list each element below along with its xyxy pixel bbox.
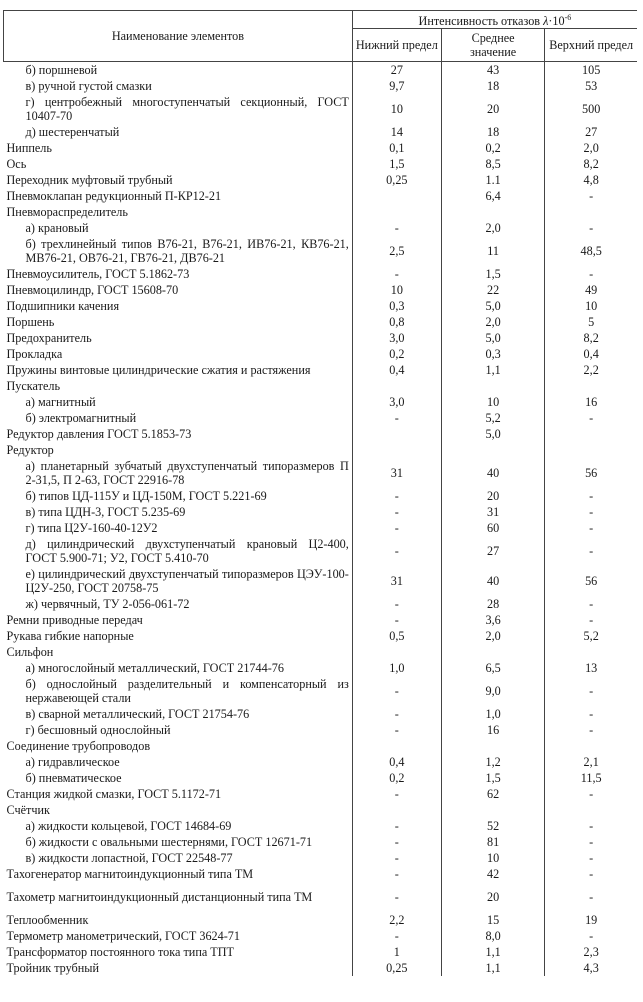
row-name-cell: б) типов ЦД-115У и ЦД-150М, ГОСТ 5.221-69	[25, 489, 267, 504]
row-upper-cell: -	[545, 928, 637, 944]
table-row	[4, 596, 638, 612]
row-average-cell: 1,1	[441, 944, 545, 960]
row-average-cell: 31	[441, 504, 545, 520]
row-upper-cell: -	[545, 818, 637, 834]
row-name-cell: Переходник муфтовый трубный	[6, 173, 173, 188]
row-lower-cell: -	[352, 722, 441, 738]
row-upper-cell: -	[545, 676, 637, 706]
row-average-cell: 5,0	[441, 330, 545, 346]
row-average-cell: 28	[441, 596, 545, 612]
table-row	[4, 928, 638, 944]
row-average-cell	[441, 802, 545, 818]
row-average-cell: 20	[441, 488, 545, 504]
row-name-cell: Тахогенератор магнитоиндукционный типа ТМ	[6, 867, 254, 882]
row-lower-cell: 0,2	[352, 346, 441, 362]
row-name-cell: Пружины винтовые цилиндрические сжатия и растяжения	[6, 363, 311, 378]
row-name-cell: б) трехлинейный типов В76-21, В76-21, ИВ76-21, КВ76-21, МВ76-21, ОВ76-21, ГВ76-21, ДВ76-21	[25, 237, 349, 266]
table-row	[4, 156, 638, 172]
row-upper-cell: 16	[545, 394, 637, 410]
row-upper-cell	[545, 426, 637, 442]
row-upper-cell: 105	[545, 62, 637, 79]
row-lower-cell: -	[352, 536, 441, 566]
row-lower-cell: -	[352, 866, 441, 882]
table-row	[4, 912, 638, 928]
row-average-cell: 9,0	[441, 676, 545, 706]
row-lower-cell: 31	[352, 566, 441, 596]
row-name-cell: а) магнитный	[25, 395, 96, 410]
row-lower-cell: -	[352, 834, 441, 850]
table-row	[4, 612, 638, 628]
row-average-cell: 2,0	[441, 628, 545, 644]
row-name-cell: д) шестеренчатый	[25, 125, 120, 140]
table-row	[4, 458, 638, 488]
row-upper-cell: -	[545, 410, 637, 426]
row-average-cell	[441, 644, 545, 660]
table-row	[4, 220, 638, 236]
table-row	[4, 504, 638, 520]
row-name-cell: Пневмоклапан редукционный П-КР12-21	[6, 189, 222, 204]
header-average-line2: значение	[469, 45, 517, 60]
row-upper-cell: -	[545, 266, 637, 282]
row-upper-cell: 13	[545, 660, 637, 676]
row-upper-cell: 8,2	[545, 330, 637, 346]
row-upper-cell: -	[545, 188, 637, 204]
row-lower-cell	[352, 378, 441, 394]
row-name-cell: а) планетарный зубчатый двухступенчатый типоразмеров П 2-31,5, П 2-63, ГОСТ 22916-78	[25, 459, 349, 488]
row-name-cell: е) цилиндрический двухступенчатый типоразмеров ЦЭУ-100-Ц2У-250, ГОСТ 20758-75	[25, 567, 349, 596]
row-average-cell	[441, 204, 545, 220]
row-name-cell: Ремни приводные передач	[6, 613, 143, 628]
table-row	[4, 124, 638, 140]
row-name-cell: Теплообменник	[6, 913, 89, 928]
row-average-cell: 5,0	[441, 426, 545, 442]
table-row	[4, 706, 638, 722]
row-average-cell: 2,0	[441, 220, 545, 236]
table-row	[4, 236, 638, 266]
row-name-cell: а) крановый	[25, 221, 89, 236]
table-row	[4, 78, 638, 94]
row-lower-cell: 0,3	[352, 298, 441, 314]
row-upper-cell: 49	[545, 282, 637, 298]
row-name-cell: Счётчик	[6, 803, 50, 818]
row-lower-cell: -	[352, 488, 441, 504]
row-name-cell: в) сварной металлический, ГОСТ 21754-76	[25, 707, 250, 722]
row-lower-cell: 0,25	[352, 172, 441, 188]
row-name-cell: Трансформатор постоянного тока типа ТПТ	[6, 945, 234, 960]
row-lower-cell: 0,25	[352, 960, 441, 976]
row-lower-cell	[352, 188, 441, 204]
table-row	[4, 346, 638, 362]
row-name-cell: Пневмоусилитель, ГОСТ 5.1862-73	[6, 267, 190, 282]
table-row	[4, 882, 638, 912]
row-average-cell: 11	[441, 236, 545, 266]
row-average-cell: 18	[441, 78, 545, 94]
table-row	[4, 188, 638, 204]
table-row	[4, 676, 638, 706]
row-upper-cell: 56	[545, 566, 637, 596]
table-row	[4, 520, 638, 536]
table-row	[4, 94, 638, 124]
row-average-cell: 1.1	[441, 172, 545, 188]
row-average-cell: 20	[441, 94, 545, 124]
table-row	[4, 818, 638, 834]
row-name-cell: в) жидкости лопастной, ГОСТ 22548-77	[25, 851, 233, 866]
row-lower-cell: 0,2	[352, 770, 441, 786]
row-average-cell: 81	[441, 834, 545, 850]
row-lower-cell: 1,0	[352, 660, 441, 676]
row-name-cell: г) центробежный многоступенчатый секционный, ГОСТ 10407-70	[25, 95, 349, 124]
table-row	[4, 172, 638, 188]
row-lower-cell: 0,4	[352, 754, 441, 770]
table-row	[4, 298, 638, 314]
row-name-cell: Пускатель	[6, 379, 61, 394]
row-name-cell: Редуктор	[6, 443, 54, 458]
row-name-cell: ж) червячный, ТУ 2-056-061-72	[25, 597, 190, 612]
row-upper-cell: -	[545, 882, 637, 912]
row-average-cell: 2,0	[441, 314, 545, 330]
row-upper-cell: 53	[545, 78, 637, 94]
row-upper-cell: -	[545, 722, 637, 738]
row-name-cell: в) ручной густой смазки	[25, 79, 152, 94]
row-average-cell: 10	[441, 850, 545, 866]
row-lower-cell: -	[352, 850, 441, 866]
row-upper-cell: -	[545, 866, 637, 882]
row-upper-cell: -	[545, 504, 637, 520]
row-average-cell: 1,1	[441, 960, 545, 976]
table-row	[4, 944, 638, 960]
table-row	[4, 282, 638, 298]
row-upper-cell: 500	[545, 94, 637, 124]
row-name-cell: Ниппель	[6, 141, 52, 156]
row-upper-cell: -	[545, 520, 637, 536]
row-name-cell: б) пневматическое	[25, 771, 122, 786]
row-name-cell: Пневмораспределитель	[6, 205, 128, 220]
lambda-symbol: λ	[543, 14, 549, 29]
header-intensity	[352, 11, 637, 29]
row-average-cell: 15	[441, 912, 545, 928]
row-lower-cell: -	[352, 612, 441, 628]
table-row	[4, 802, 638, 818]
row-upper-cell: 0,4	[545, 346, 637, 362]
table-row	[4, 660, 638, 676]
row-average-cell: 0,2	[441, 140, 545, 156]
row-name-cell: г) бесшовный однослойный	[25, 723, 171, 738]
row-average-cell: 52	[441, 818, 545, 834]
row-lower-cell: -	[352, 504, 441, 520]
row-lower-cell: 14	[352, 124, 441, 140]
row-average-cell: 1,5	[441, 266, 545, 282]
table-row	[4, 62, 638, 79]
row-name-cell: Сильфон	[6, 645, 54, 660]
table-row	[4, 850, 638, 866]
row-upper-cell	[545, 442, 637, 458]
row-lower-cell: -	[352, 520, 441, 536]
row-average-cell: 3,6	[441, 612, 545, 628]
row-name-cell: Поршень	[6, 315, 55, 330]
row-lower-cell: 31	[352, 458, 441, 488]
row-average-cell: 1,2	[441, 754, 545, 770]
row-name-cell: Предохранитель	[6, 331, 92, 346]
row-upper-cell: -	[545, 612, 637, 628]
row-upper-cell: 56	[545, 458, 637, 488]
row-lower-cell	[352, 204, 441, 220]
row-upper-cell: -	[545, 850, 637, 866]
row-average-cell: 16	[441, 722, 545, 738]
row-average-cell: 1,5	[441, 770, 545, 786]
row-lower-cell: -	[352, 818, 441, 834]
row-lower-cell	[352, 738, 441, 754]
row-lower-cell: 9,7	[352, 78, 441, 94]
row-average-cell: 6,5	[441, 660, 545, 676]
row-upper-cell: -	[545, 536, 637, 566]
row-upper-cell: -	[545, 706, 637, 722]
row-lower-cell: 3,0	[352, 394, 441, 410]
row-upper-cell: 2,0	[545, 140, 637, 156]
table-row	[4, 204, 638, 220]
row-name-cell: Рукава гибкие напорные	[6, 629, 134, 644]
row-lower-cell: 3,0	[352, 330, 441, 346]
row-lower-cell	[352, 426, 441, 442]
header-name-column: Наименование элементов	[4, 11, 353, 62]
row-average-cell: 40	[441, 458, 545, 488]
table-row	[4, 960, 638, 976]
table-row	[4, 536, 638, 566]
row-name-cell: Станция жидкой смазки, ГОСТ 5.1172-71	[6, 787, 222, 802]
row-upper-cell: 2,3	[545, 944, 637, 960]
table-row	[4, 834, 638, 850]
table-row	[4, 266, 638, 282]
table-row	[4, 754, 638, 770]
row-average-cell	[441, 378, 545, 394]
row-average-cell: 20	[441, 882, 545, 912]
row-lower-cell: 0,1	[352, 140, 441, 156]
table-row	[4, 566, 638, 596]
row-lower-cell: 10	[352, 282, 441, 298]
row-upper-cell: 4,3	[545, 960, 637, 976]
header-intensity-factor: ·10	[548, 14, 565, 29]
row-lower-cell: -	[352, 410, 441, 426]
row-average-cell: 5,2	[441, 410, 545, 426]
table-body	[4, 62, 638, 977]
row-lower-cell: -	[352, 928, 441, 944]
header-lower-limit: Нижний предел	[352, 29, 441, 62]
row-upper-cell	[545, 644, 637, 660]
table-header	[4, 11, 638, 62]
row-name-cell: г) типа Ц2У-160-40-12У2	[25, 521, 158, 536]
row-upper-cell: 5,2	[545, 628, 637, 644]
row-lower-cell	[352, 442, 441, 458]
table-row	[4, 140, 638, 156]
row-lower-cell: 2,5	[352, 236, 441, 266]
row-lower-cell: -	[352, 786, 441, 802]
row-name-cell: б) однослойный разделительный и компенсаторный из нержавеющей стали	[25, 677, 349, 706]
table-row	[4, 426, 638, 442]
row-average-cell	[441, 738, 545, 754]
table-row	[4, 410, 638, 426]
table-row	[4, 722, 638, 738]
row-average-cell: 5,0	[441, 298, 545, 314]
failure-rate-table	[3, 10, 637, 976]
table-row	[4, 786, 638, 802]
row-average-cell: 43	[441, 62, 545, 79]
table-row	[4, 738, 638, 754]
row-upper-cell: 4,8	[545, 172, 637, 188]
row-upper-cell: -	[545, 596, 637, 612]
row-lower-cell: -	[352, 882, 441, 912]
table-row	[4, 488, 638, 504]
row-name-cell: б) электромагнитный	[25, 411, 137, 426]
row-average-cell: 1,0	[441, 706, 545, 722]
table-row	[4, 314, 638, 330]
row-name-cell: а) жидкости кольцевой, ГОСТ 14684-69	[25, 819, 232, 834]
row-average-cell: 8,5	[441, 156, 545, 172]
row-upper-cell: 2,2	[545, 362, 637, 378]
row-average-cell: 42	[441, 866, 545, 882]
table-row	[4, 378, 638, 394]
table-row	[4, 394, 638, 410]
row-upper-cell: 11,5	[545, 770, 637, 786]
row-average-cell: 0,3	[441, 346, 545, 362]
header-average-line1: Среднее	[471, 31, 515, 46]
row-upper-cell: 10	[545, 298, 637, 314]
table-row	[4, 442, 638, 458]
row-average-cell: 60	[441, 520, 545, 536]
table-row	[4, 330, 638, 346]
row-name-cell: Редуктор давления ГОСТ 5.1853-73	[6, 427, 192, 442]
header-upper-limit: Верхний предел	[545, 29, 637, 62]
row-average-cell: 40	[441, 566, 545, 596]
row-name-cell: а) многослойный металлический, ГОСТ 21744-76	[25, 661, 284, 676]
row-name-cell: Подшипники качения	[6, 299, 120, 314]
row-average-cell: 10	[441, 394, 545, 410]
row-upper-cell	[545, 802, 637, 818]
row-average-cell: 22	[441, 282, 545, 298]
row-upper-cell: 19	[545, 912, 637, 928]
row-lower-cell: -	[352, 596, 441, 612]
row-name-cell: д) цилиндрический двухступенчатый крановый Ц2-400, ГОСТ 5.900-71; У2, ГОСТ 5.410-70	[25, 537, 349, 566]
row-upper-cell	[545, 378, 637, 394]
row-lower-cell: 10	[352, 94, 441, 124]
row-name-cell: б) жидкости с овальными шестернями, ГОСТ 12671-71	[25, 835, 313, 850]
row-average-cell: 18	[441, 124, 545, 140]
row-lower-cell: 1	[352, 944, 441, 960]
row-average-cell: 8,0	[441, 928, 545, 944]
row-average-cell	[441, 442, 545, 458]
row-upper-cell: -	[545, 220, 637, 236]
row-average-cell: 62	[441, 786, 545, 802]
row-name-cell: Соединение трубопроводов	[6, 739, 151, 754]
row-lower-cell: 0,5	[352, 628, 441, 644]
row-average-cell: 6,4	[441, 188, 545, 204]
row-upper-cell: 2,1	[545, 754, 637, 770]
table-row	[4, 866, 638, 882]
row-upper-cell	[545, 204, 637, 220]
row-lower-cell: -	[352, 706, 441, 722]
row-lower-cell	[352, 644, 441, 660]
row-name-cell: в) типа ЦДН-3, ГОСТ 5.235-69	[25, 505, 186, 520]
row-name-cell: а) гидравлическое	[25, 755, 120, 770]
row-upper-cell: 27	[545, 124, 637, 140]
header-average	[441, 29, 545, 62]
row-upper-cell: 48,5	[545, 236, 637, 266]
row-lower-cell: -	[352, 220, 441, 236]
row-average-cell: 1,1	[441, 362, 545, 378]
row-name-cell: Тройник трубный	[6, 961, 99, 976]
row-name-cell: Ось	[6, 157, 27, 172]
row-lower-cell: 0,4	[352, 362, 441, 378]
row-upper-cell	[545, 738, 637, 754]
row-average-cell: 27	[441, 536, 545, 566]
row-upper-cell: -	[545, 786, 637, 802]
row-name-cell: Тахометр магнитоиндукционный дистанционный типа ТМ	[6, 890, 313, 905]
row-lower-cell: 1,5	[352, 156, 441, 172]
row-name-cell: Прокладка	[6, 347, 63, 362]
row-upper-cell: -	[545, 834, 637, 850]
row-upper-cell: 8,2	[545, 156, 637, 172]
header-intensity-exponent: -6	[564, 13, 572, 22]
row-lower-cell: -	[352, 676, 441, 706]
header-intensity-prefix: Интенсивность отказов	[418, 14, 544, 29]
row-upper-cell: -	[545, 488, 637, 504]
row-lower-cell: 0,8	[352, 314, 441, 330]
row-upper-cell: 5	[545, 314, 637, 330]
table-row	[4, 362, 638, 378]
table-row	[4, 628, 638, 644]
row-name-cell: Термометр манометрический, ГОСТ 3624-71	[6, 929, 240, 944]
row-name-cell: б) поршневой	[25, 63, 98, 78]
row-lower-cell: -	[352, 266, 441, 282]
table-row	[4, 644, 638, 660]
row-lower-cell	[352, 802, 441, 818]
row-lower-cell: 27	[352, 62, 441, 79]
row-name-cell: Пневмоцилиндр, ГОСТ 15608-70	[6, 283, 179, 298]
row-lower-cell: 2,2	[352, 912, 441, 928]
table-row	[4, 770, 638, 786]
